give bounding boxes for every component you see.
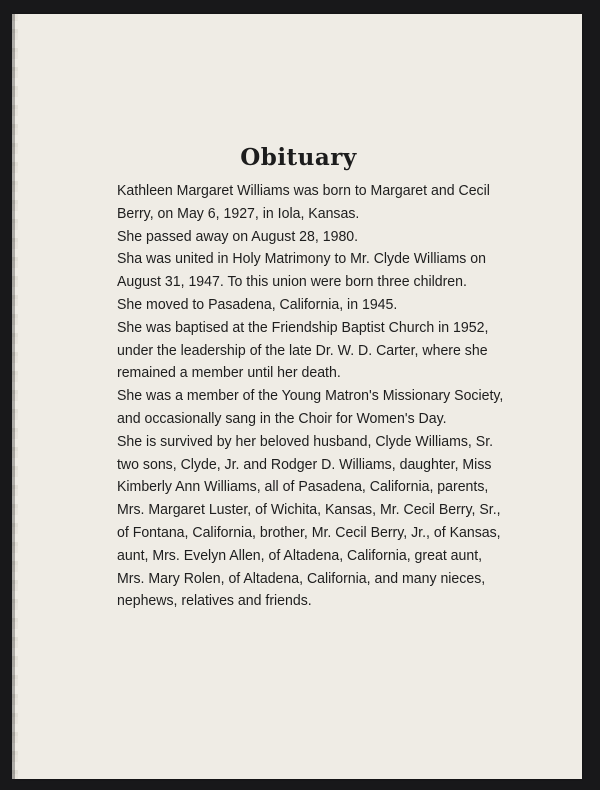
text-line: two sons, Clyde, Jr. and Rodger D. Williams, daughter, Miss [117, 455, 492, 473]
text-line: Kimberly Ann Williams, all of Pasadena, California, parents, [117, 478, 489, 496]
text-line: remained a member until her death. [117, 364, 341, 382]
text-line: and occasionally sang in the Choir for Women's Day. [117, 409, 447, 427]
text-line: She moved to Pasadena, California, in 1945. [117, 295, 398, 313]
obituary-page [15, 14, 582, 779]
text-line: She was a member of the Young Matron's Missionary Society, [117, 387, 504, 405]
text-line: She is survived by her beloved husband, Clyde Williams, Sr. [117, 432, 494, 450]
text-line: Sha was united in Holy Matrimony to Mr. Clyde Williams on [117, 250, 486, 268]
text-line: under the leadership of the late Dr. W. D. Carter, where she [117, 341, 488, 359]
text-line: She passed away on August 28, 1980. [117, 227, 359, 245]
text-line: August 31, 1947. To this union were born three children. [117, 273, 467, 291]
text-line: Mrs. Margaret Luster, of Wichita, Kansas, Mr. Cecil Berry, Sr., [117, 501, 501, 519]
text-line: aunt, Mrs. Evelyn Allen, of Altadena, California, great aunt, [117, 546, 483, 564]
text-line: Kathleen Margaret Williams was born to Margaret and Cecil [117, 182, 490, 199]
obituary-text [117, 180, 557, 613]
text-line: She was baptised at the Friendship Baptist Church in 1952, [117, 318, 489, 336]
text-line: nephews, relatives and friends. [117, 592, 312, 610]
page-title: Obituary [240, 144, 357, 171]
text-line: Mrs. Mary Rolen, of Altadena, California, and many nieces, [117, 569, 486, 587]
text-line: Berry, on May 6, 1927, in Iola, Kansas. [117, 204, 360, 222]
text-line: of Fontana, California, brother, Mr. Cecil Berry, Jr., of Kansas, [117, 523, 501, 541]
